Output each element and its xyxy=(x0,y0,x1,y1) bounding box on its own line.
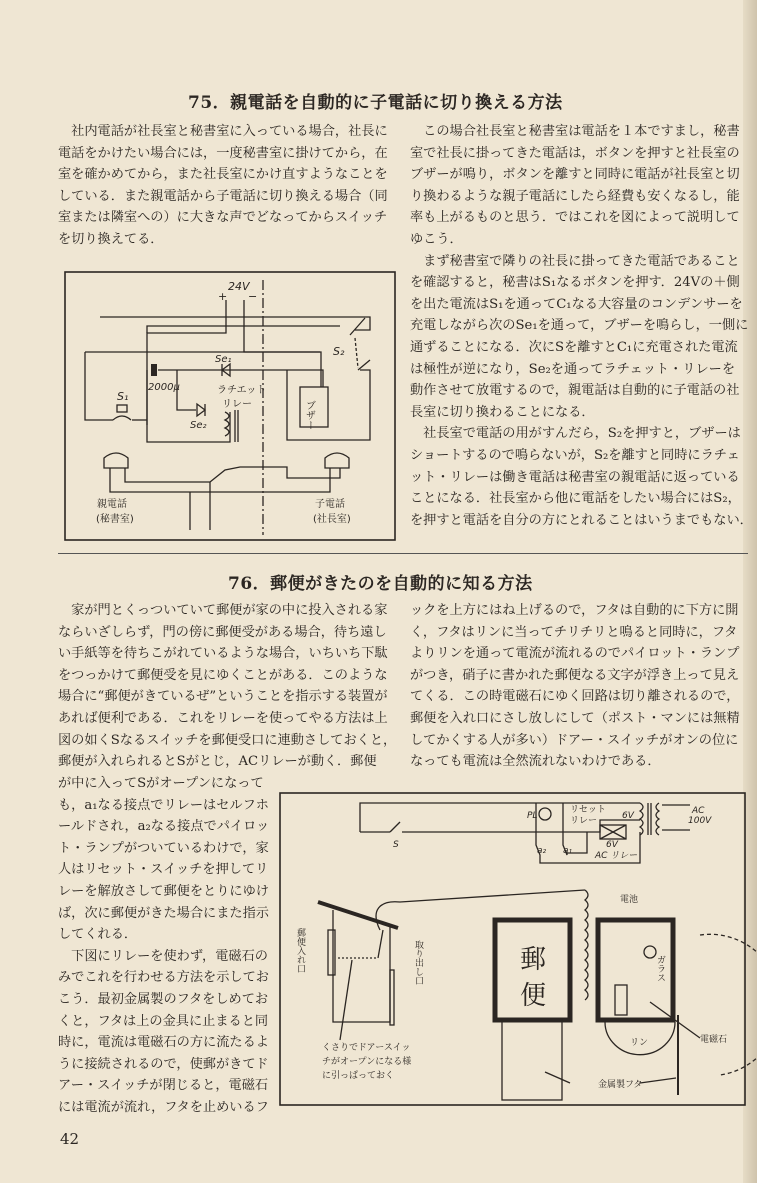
text-line: 時に，電流は電磁石の方に流たるよ xyxy=(58,1035,269,1051)
text-line: がつき，硝子に書かれた郵便なる文字が浮き上って見え xyxy=(410,667,740,683)
text-line: い手紙等を待ちこがれているような場合，いちいち下駄 xyxy=(58,646,388,662)
text-line: 郵便を入れ口にさし放しにして（ポスト・マンには無精 xyxy=(410,710,740,726)
label-child-phone: 子電話 xyxy=(315,499,345,510)
section-76-title: 76．郵便がきたのを自動的に知る方法 xyxy=(228,574,533,594)
text-line: を出た電流はS₁を通ってC₁なる大容量のコンデンサーを xyxy=(410,296,743,312)
pilot-lamp-icon xyxy=(539,808,551,820)
phone-switch-circuit-diagram xyxy=(65,272,395,540)
label-buzzer: ブザー xyxy=(303,400,315,430)
label-bin: 便 xyxy=(520,981,547,1011)
coiled-wire xyxy=(585,890,588,1000)
label-glass: ガラス xyxy=(655,955,665,982)
text-line: 率も上がるものと思う．ではこれを図によって説明して xyxy=(410,210,740,226)
text-line: 長室に切り換わることになる． xyxy=(410,404,595,420)
text-line: 室を確かめてから，また社長室にかけ直すようなことを xyxy=(58,167,388,183)
text-line: 電話をかけたい場合には，一度秘書室に掛けてから，在 xyxy=(58,145,388,161)
text-line: ブザーが鳴り，ボタンを離すと同時に電話が社長室と切 xyxy=(410,167,740,183)
label-reset-relay: リレー xyxy=(570,816,598,826)
text-line: 通ずることになる．次にSを離すとC₁に充電された電流 xyxy=(410,339,738,355)
text-line: り換わるような親子電話にしたら経費も安くなるし，能 xyxy=(410,188,740,204)
push-button-icon xyxy=(117,405,127,412)
text-line: してかくする人が多い）ドアー・スイッチがオンの位に xyxy=(410,732,739,748)
text-line: ト・ランプがついているわけで，家 xyxy=(58,840,269,856)
label-s2: S₂ xyxy=(333,345,345,358)
label-a1: a₁ xyxy=(563,846,573,856)
mailbox-side-view xyxy=(333,910,390,1022)
label-bell: リン xyxy=(630,1038,649,1048)
text-line: 社内電話が社長室と秘書室に入っている場合，社長に xyxy=(58,124,388,139)
text-line: ックを上方にはね上げるので，フタは自動的に下方に開 xyxy=(410,603,739,618)
text-line: してくれる． xyxy=(58,927,138,943)
label-magnet: 電磁石 xyxy=(700,1035,728,1045)
text-line: なっても電流は全然流れないわけである． xyxy=(410,754,661,770)
relay-coil-icon xyxy=(225,412,229,436)
text-line: をつっかけて郵便受を見にゆくことがある．このような xyxy=(58,667,388,683)
text-line: この場合社長室と秘書室は電話を１本ですまし，秘書 xyxy=(410,124,740,139)
label-s1: S₁ xyxy=(117,390,129,403)
text-line: アー・スイッチが閉じると，電磁石 xyxy=(58,1078,269,1094)
text-line: ば，次に郵便がきた場合にまた指示 xyxy=(58,905,269,921)
label-chain-note: チがオープンになる様 xyxy=(322,1057,412,1067)
label-minus: − xyxy=(248,290,258,303)
text-line: みでこれを行わせる方法を示してお xyxy=(58,970,269,986)
text-line: てくる．この時電磁石にゆく回路は切り離されるので， xyxy=(410,689,740,705)
label-outlet: 取り出し口 xyxy=(413,940,423,985)
text-line: ット・リレーは働き電話は秘書室の親電話に返っている xyxy=(410,469,740,485)
text-line: レーを解放さして郵便をとりにゆけ xyxy=(58,883,269,899)
label-capacitor: 2000μ xyxy=(148,382,180,393)
label-inlet: 郵便入れ口 xyxy=(295,928,305,973)
text-line: 人はリセット・スイッチを押してリ xyxy=(58,862,269,878)
electromagnet-icon xyxy=(615,985,627,1015)
label-6v: 6V xyxy=(622,811,634,821)
text-line: を押すと電話を自分の方にとれることはいうまでもない． xyxy=(410,512,753,528)
label-reset: リセット xyxy=(570,805,606,815)
label-chain-note: に引っぱっておく xyxy=(322,1071,395,1081)
text-line: よりリンを通って電流が流れるのでパイロット・ランプ xyxy=(410,646,740,662)
text-line: 室または隣室への）に大きな声でどなってからスイッチ xyxy=(58,210,388,226)
text-line: あれば便利である．これをリレーを使ってやる方法は上 xyxy=(58,710,388,726)
text-line: 下図にリレーを使わず，電磁石の xyxy=(58,948,268,964)
page-number: 42 xyxy=(60,1130,80,1148)
text-line: ことになる．社長室から他に電話をしたい場合にはS₂， xyxy=(410,491,741,507)
transformer-icon xyxy=(640,803,643,835)
text-line: も，a₁なる接点でリレーはセルフホ xyxy=(58,797,269,813)
label-voltage: 24V xyxy=(228,280,250,293)
section-75-title: 75．親電話を自動的に子電話に切り換える方法 xyxy=(188,93,563,113)
text-line: 図の如くSなるスイッチを郵便受口に連動さしておくと， xyxy=(58,732,397,748)
diode-icon xyxy=(197,404,205,416)
label-se2: Se₂ xyxy=(190,420,207,431)
text-line: こう．最初金属製のフタをしめてお xyxy=(58,991,269,1007)
label-relay-6v: 6V xyxy=(606,840,618,850)
label-plus: + xyxy=(218,290,228,303)
label-s: S xyxy=(393,840,399,850)
label-relay: リレー xyxy=(222,399,252,410)
mail-notifier-diagram xyxy=(280,793,757,1105)
text-line: ゆこう． xyxy=(410,231,463,247)
text-line: を切り換えてる． xyxy=(58,231,164,247)
label-battery: 電池 xyxy=(620,895,639,905)
text-line: く，フタはリンに当ってチリチリと鳴ると同時に，フタ xyxy=(410,624,738,640)
label-se1: Se₁ xyxy=(215,354,232,365)
label-parent-phone: 親電話 xyxy=(97,499,127,510)
text-line: 家が門とくっついていて郵便が家の中に投入される家 xyxy=(58,603,388,618)
text-line: ールドされ，a₂なる接点でパイロッ xyxy=(58,819,270,835)
telephone-icon xyxy=(104,453,128,468)
text-line: 社長室で電話の用がすんだら，S₂を押すと，ブザーは xyxy=(410,426,741,442)
text-line: ショートするので鳴らないが，S₂を離すと同時にラチェ xyxy=(410,447,740,463)
text-line: まず秘書室で隣りの社長に掛ってきた電話であること xyxy=(410,253,740,269)
text-line: には電流が流れ，フタを止めいるフ xyxy=(58,1099,269,1115)
text-line: うに接続されるので，使郵がきてド xyxy=(58,1056,269,1072)
label-100v: 100V xyxy=(688,816,712,826)
text-line: が中に入ってSがオープンになって xyxy=(58,776,264,791)
label-ac: AC xyxy=(692,806,705,816)
label-yuu: 郵 xyxy=(520,945,547,975)
text-line: くと，フタは上の金具に止まると同 xyxy=(58,1013,269,1029)
text-line: 充電しながら次のSe₁を通って，ブザーを鳴らし，一側に xyxy=(410,318,749,334)
label-lid: 金属製フタ xyxy=(598,1080,643,1090)
switch-icon xyxy=(390,822,400,832)
telephone-icon xyxy=(325,453,349,468)
text-line: 郵便が入れられるとSがとじ，ACリレーが動く．郵便 xyxy=(58,754,377,770)
text-line: している．また親電話から子電話に切り換える場合（同 xyxy=(58,188,388,204)
text-line: は極性が逆になり，Se₂を通ってラチェット・リレーを xyxy=(410,361,736,377)
label-child-room: (社長室) xyxy=(313,514,351,525)
label-ac-relay: AC リレー xyxy=(595,851,638,861)
label-pl: PL xyxy=(527,811,538,821)
text-line: 動作させて放電するので，親電話は自動的に子電話の社 xyxy=(410,383,740,399)
capacitor-icon xyxy=(151,364,157,376)
text-line: を確認すると，秘書はS₁なるボタンを押す．24Vの＋側 xyxy=(410,275,740,291)
label-a2: a₂ xyxy=(537,846,547,856)
text-line: 場合に“郵便がきているぜ”ということを指示する装置が xyxy=(58,689,388,705)
label-parent-room: (秘書室) xyxy=(96,514,134,525)
text-line: 室で社長に掛ってきた電話は，ボタンを押すと社長室の xyxy=(410,145,740,161)
label-ratchet: ラチエット xyxy=(217,385,267,396)
text-line: ならいざしらず，門の傍に郵便受がある場合，待ち遠し xyxy=(58,624,387,640)
label-chain-note: くさりでドアースイッ xyxy=(322,1043,411,1053)
